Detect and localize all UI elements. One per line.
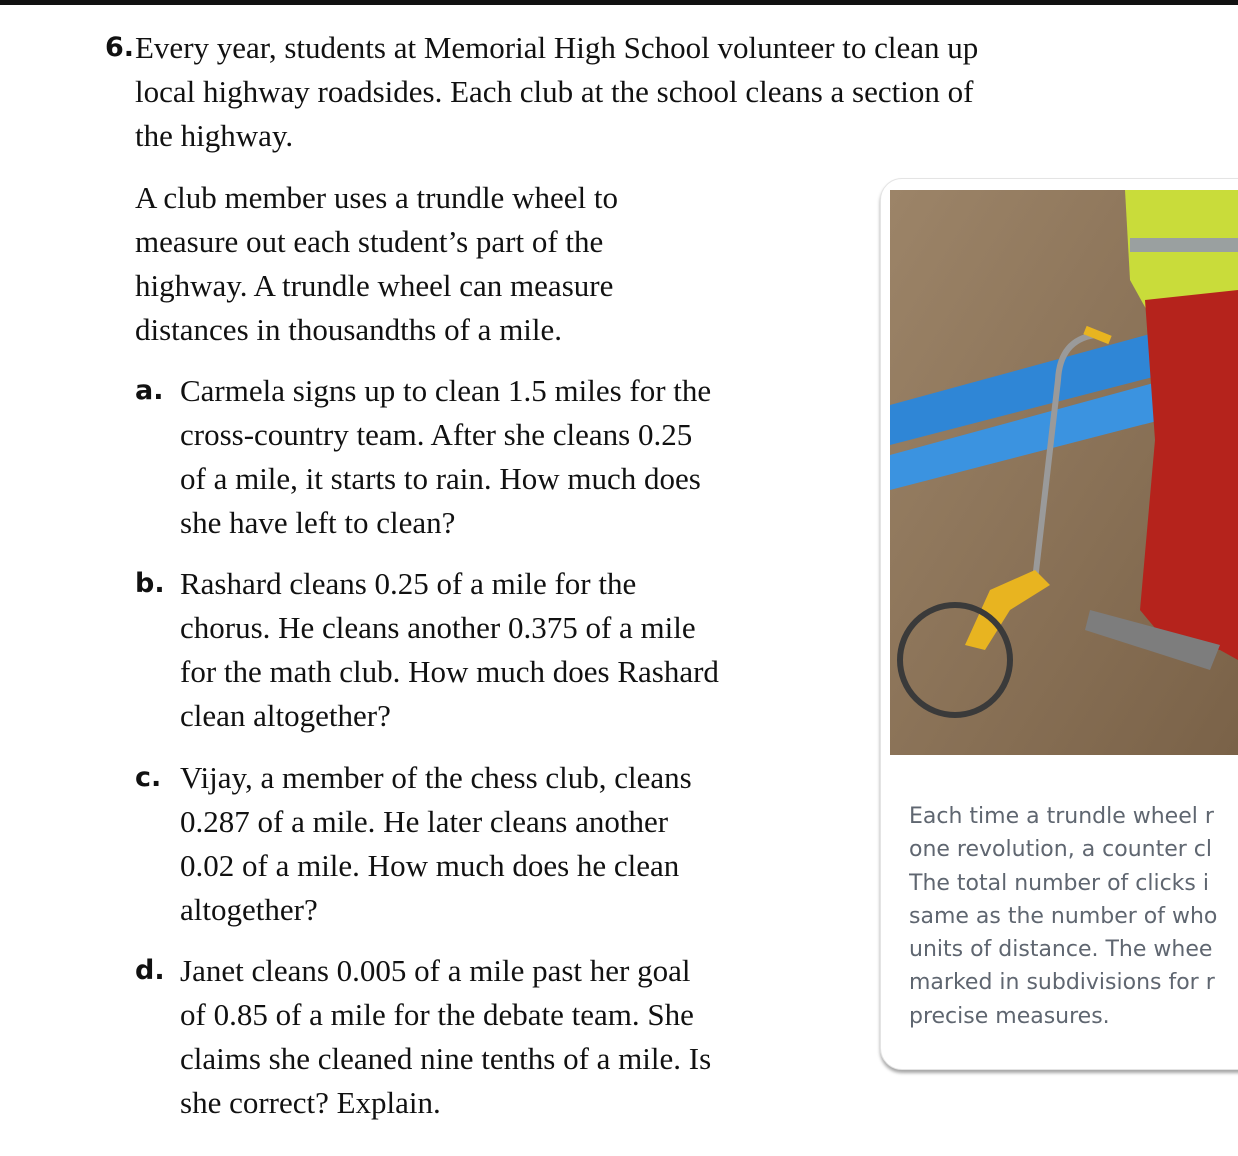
text-line: she correct? Explain. (180, 1085, 441, 1120)
text-line: cross-country team. After she cleans 0.25 (180, 417, 693, 452)
text-line: highway. A trundle wheel can measure (135, 268, 614, 303)
trundle-wheel-photo (890, 190, 1238, 755)
caption-line: The total number of clicks i (909, 870, 1209, 896)
caption-line: marked in subdivisions for r (909, 970, 1215, 996)
caption-line: one revolution, a counter cl (909, 837, 1213, 863)
problem-number: 6. (105, 32, 135, 63)
text-line: of 0.85 of a mile for the debate team. She (180, 997, 694, 1032)
caption-line: units of distance. The whee (909, 937, 1213, 963)
part-d-text (180, 949, 711, 1125)
text-line: she have left to clean? (180, 505, 456, 540)
text-line: of a mile, it starts to rain. How much does (180, 461, 701, 496)
text-line: 0.02 of a mile. How much does he clean (180, 848, 680, 883)
text-line: Janet cleans 0.005 of a mile past her goal (180, 953, 691, 988)
text-line: clean altogether? (180, 698, 391, 733)
text-line: the highway. (135, 118, 294, 153)
part-d-label: d. (135, 955, 165, 986)
text-line: distances in thousandths of a mile. (135, 312, 563, 347)
problem-context (135, 176, 618, 352)
text-line: claims she cleaned nine tenths of a mile. Is (180, 1041, 712, 1076)
text-line: for the math club. How much does Rashard (180, 654, 719, 689)
photo-caption (909, 800, 1238, 1033)
caption-line: Each time a trundle wheel r (909, 804, 1214, 829)
text-line: local highway roadsides. Each club at the school cleans a section of (135, 74, 974, 109)
text-line: Every year, students at Memorial High School volunteer to clean up (135, 30, 979, 65)
part-c-label: c. (135, 762, 162, 793)
text-line: Rashard cleans 0.25 of a mile for the (180, 566, 637, 601)
part-a-text (180, 369, 711, 545)
top-border (0, 0, 1238, 5)
part-b-label: b. (135, 568, 165, 599)
text-line: Vijay, a member of the chess club, cleans (180, 760, 692, 795)
text-line: Carmela signs up to clean 1.5 miles for the (180, 373, 712, 408)
text-line: 0.287 of a mile. He later cleans another (180, 804, 669, 839)
text-line: measure out each student’s part of the (135, 224, 604, 259)
part-b-text (180, 562, 719, 738)
text-line: altogether? (180, 892, 318, 927)
part-a-label: a. (135, 375, 164, 406)
caption-line: precise measures. (909, 1003, 1110, 1029)
text-line: chorus. He cleans another 0.375 of a mile (180, 610, 696, 645)
part-c-text (180, 756, 692, 932)
problem-intro (135, 26, 978, 158)
text-line: A club member uses a trundle wheel to (135, 180, 618, 215)
caption-line: same as the number of who (909, 903, 1218, 929)
